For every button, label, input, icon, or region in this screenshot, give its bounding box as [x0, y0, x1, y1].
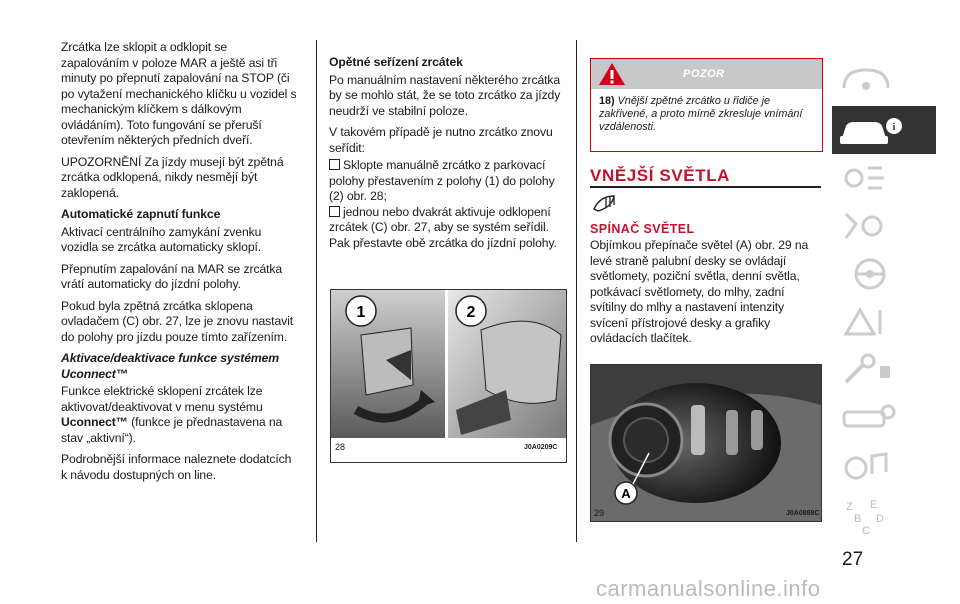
tab-emergency[interactable]: [832, 298, 936, 346]
subheading: Opětné seřízení zrcátek: [329, 55, 463, 69]
column-divider: [576, 40, 577, 542]
subsection-title: SPÍNAČ SVĚTEL: [590, 222, 695, 236]
paragraph: [61, 384, 297, 446]
checkbox-icon: [329, 159, 340, 170]
index-letters-icon: [832, 490, 936, 538]
figure-28: [330, 289, 567, 463]
paragraph: Po manuálním nastavení některého zrcátka by se mohlo stát, že se toto zrcátko za jízdy neudrží ve stabilní poloze.: [329, 72, 561, 118]
svg-text:i: i: [892, 122, 896, 133]
paragraph: Přepnutím zapalování na MAR se zrcátka vrátí automaticky do jízdní polohy.: [61, 261, 283, 291]
column-1: [61, 40, 297, 489]
tab-driving[interactable]: [832, 250, 936, 298]
figure-number: 28: [335, 442, 346, 452]
warning-header: [591, 59, 822, 89]
section-title: VNĚJŠÍ SVĚTLA: [590, 166, 731, 185]
subheading: Automatické zapnutí funkce: [61, 207, 221, 221]
mirror-illustration: [331, 290, 566, 462]
svg-text:C: C: [862, 525, 870, 537]
list-item: [329, 205, 565, 252]
tab-maintenance[interactable]: [832, 346, 936, 394]
car-info-icon: [832, 106, 936, 154]
paragraph: Zrcátka lze sklopit a odklopit se zapalováním v poloze MAR a ještě asi tři minuty po přepnutí zapalování na STOP (či po vytažení mechanického klíčku u vozidel s mechanickým klíčkem s dálkovým ovládáním). Toto fungování se přeruší otevřením některých předních dveří.: [61, 40, 297, 147]
tab-vehicle-info[interactable]: [832, 106, 936, 154]
svg-text:E: E: [870, 499, 878, 511]
paragraph: Podrobnější informace naleznete dodatcích k návodu dostupných on line.: [61, 452, 292, 482]
column-2: [329, 55, 565, 257]
paragraph: UPOZORNĚNÍ Za jízdy musejí být zpětná zrcátka odklopená, nikdy nesmějí být zaklopená.: [61, 154, 284, 200]
checkbox-icon: [329, 206, 340, 217]
note-number: 18): [599, 95, 615, 107]
text: Funkce elektrické sklopení zrcátek lze aktivovat/deaktivovat v menu systému: [61, 384, 263, 414]
callout-1-label: 1: [356, 304, 366, 321]
paragraph: V takovém případě je nutno zrcátko znovu seřídit:: [329, 125, 553, 155]
light-icon: [832, 154, 936, 202]
callout-2-label: 2: [466, 304, 476, 321]
multimedia-icon: [832, 442, 936, 490]
eco-icon: [592, 193, 618, 213]
light-switch-illustration: [591, 365, 821, 521]
svg-text:Z: Z: [846, 501, 853, 513]
warning-text: [591, 89, 822, 140]
svg-text:D: D: [876, 513, 884, 525]
warning-title: POZOR: [683, 68, 725, 80]
subheading: Aktivace/deaktivace funkce systémem Uconnect™: [61, 351, 280, 381]
tab-lights[interactable]: [832, 154, 936, 202]
figure-code: J0A0888C: [786, 510, 820, 517]
warning-triangle-icon: [597, 61, 627, 87]
column-divider: [316, 40, 317, 542]
paragraph: Aktivací centrálního zamykání zvenku vozidla se zrcátka automaticky sklopí.: [61, 224, 262, 254]
callout-a-label: A: [621, 486, 631, 501]
figure-29: [590, 364, 822, 522]
steering-wheel-icon: [832, 250, 936, 298]
figure-code: J0A0209C: [524, 444, 558, 451]
paragraph: Pokud byla zpětná zrcátka sklopena ovladačem (C) obr. 27, lze je znovu nastavit do polohy pro jízdu pouze tímto zařízením.: [61, 298, 294, 344]
watermark: carmanualsonline.info: [596, 576, 821, 601]
text: Vnější zpětné zrcátko u řidiče je zakřivené, a proto mírně zkresluje vnímání vzdálenosti.: [599, 95, 803, 133]
text: (funkce je přednastavena na stav „aktivní“).: [61, 415, 283, 445]
text: Sklopte manuálně zrcátko z parkovací polohy přestavením z polohy (1) do polohy (2) obr. 28;: [329, 158, 555, 203]
warning-box: [590, 58, 823, 152]
tab-index[interactable]: [832, 490, 936, 538]
column-3-text: [590, 238, 822, 353]
gear-car-icon: [832, 394, 936, 442]
tab-multimedia[interactable]: [832, 442, 936, 490]
tab-technical-data[interactable]: [832, 394, 936, 442]
text: jednou nebo dvakrát aktivuje odklopení zrcátek (C) obr. 27, aby se systém seřídil. Pak přestavte obě zrcátka do jízdní polohy.: [329, 204, 557, 250]
figure-number: 29: [594, 508, 605, 518]
wrench-icon: [832, 346, 936, 394]
section-rule: [590, 186, 821, 188]
list-item: [329, 158, 565, 205]
dashboard-icon: [832, 58, 936, 106]
page-number: 27: [842, 549, 864, 570]
svg-text:B: B: [854, 513, 862, 525]
paragraph: Objímkou přepínače světel (A) obr. 29 na levé straně palubní desky se ovládají světlomety, poziční světla, denní světla, potkávací světlomety, do mlhy, zadní svítilny do mlhy a nastavení intenzity svícení přístrojové desky a grafiky ovládacích tlačítek.: [590, 238, 809, 345]
safety-icon: [832, 202, 936, 250]
warning-triangle-tab-icon: [832, 298, 936, 346]
tab-dashboard[interactable]: [832, 58, 936, 106]
tab-safety[interactable]: [832, 202, 936, 250]
text-bold: Uconnect™: [61, 415, 128, 429]
